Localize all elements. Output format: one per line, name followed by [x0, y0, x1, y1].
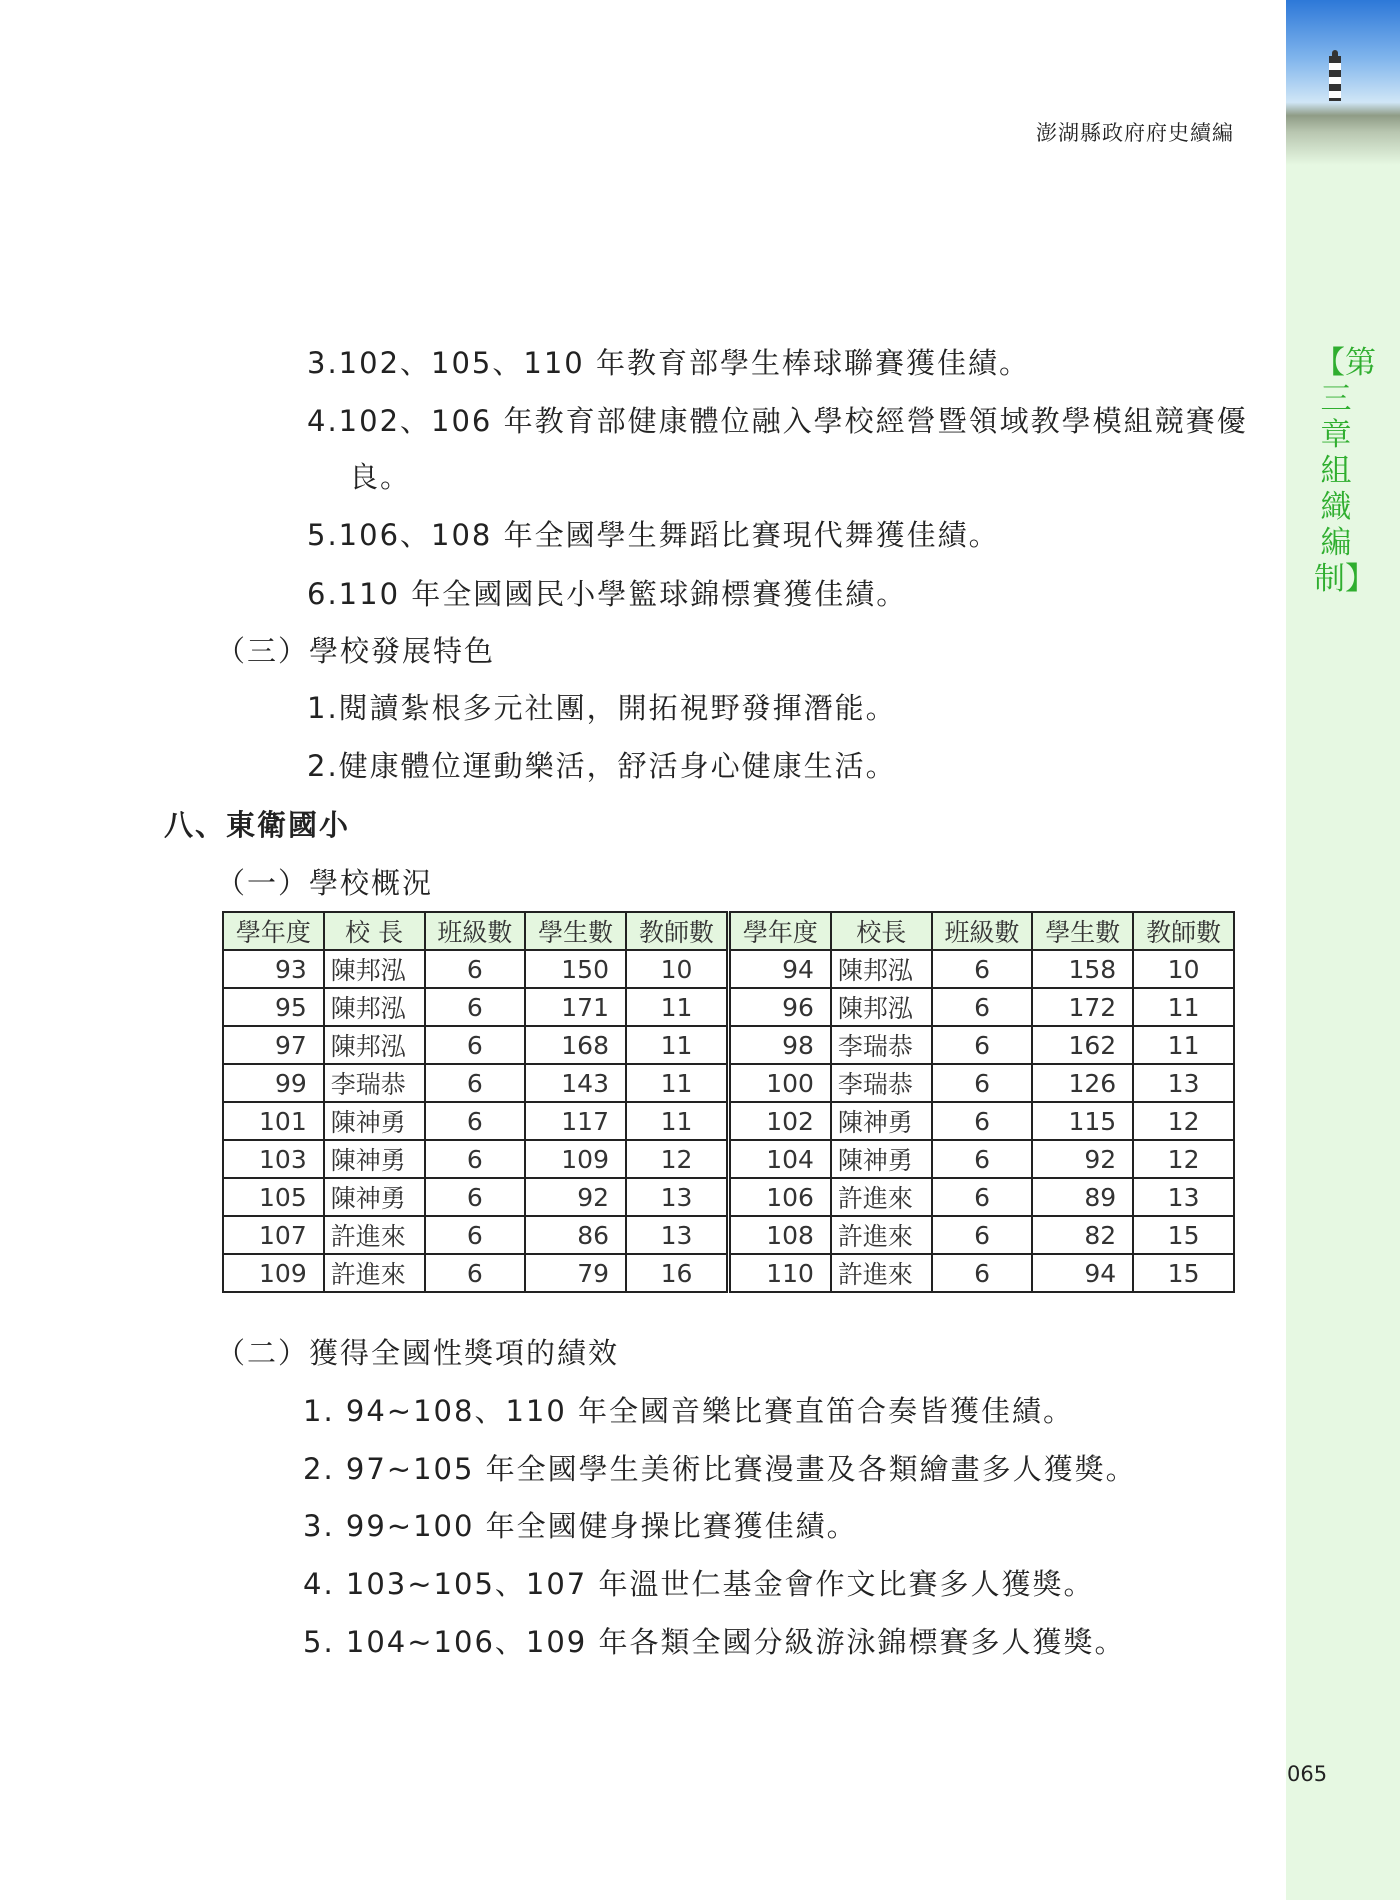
- table-cell: 陳神勇: [831, 1102, 932, 1140]
- table-cell: 86: [525, 1216, 626, 1254]
- table-cell: 13: [626, 1216, 728, 1254]
- table-cell: 105: [223, 1178, 324, 1216]
- table-cell: 6: [425, 1102, 526, 1140]
- table-cell: 陳邦泓: [831, 988, 932, 1026]
- page-number: 065: [1287, 1762, 1328, 1786]
- table-cell: 12: [1133, 1102, 1234, 1140]
- column-header: 校 長: [324, 912, 425, 950]
- table-cell: 陳神勇: [324, 1178, 425, 1216]
- list-item: 3.102、105、110 年教育部學生棒球聯賽獲佳績。: [307, 346, 1030, 380]
- table-cell: 109: [525, 1140, 626, 1178]
- award-item: 1. 94~108、110 年全國音樂比賽直笛合奏皆獲佳績。: [303, 1394, 1075, 1428]
- award-item: 2. 97~105 年全國學生美術比賽漫畫及各類繪畫多人獲獎。: [303, 1452, 1137, 1486]
- table-cell: 李瑞恭: [324, 1064, 425, 1102]
- table-cell: 172: [1032, 988, 1133, 1026]
- table-cell: 6: [425, 950, 526, 988]
- subsection-heading: （三）學校發展特色: [216, 634, 496, 668]
- table-cell: 6: [425, 1254, 526, 1292]
- column-header: 學生數: [525, 912, 626, 950]
- table-header-row: [223, 912, 1234, 950]
- table-cell: 許進來: [324, 1216, 425, 1254]
- chapter-label: 【第三章 組織編制】: [1314, 345, 1376, 597]
- table-cell: 10: [626, 950, 728, 988]
- table-cell: 陳神勇: [831, 1140, 932, 1178]
- table-cell: 109: [223, 1254, 324, 1292]
- table-row: [223, 1102, 1234, 1140]
- lighthouse-photo: [1286, 0, 1400, 165]
- table-cell: 158: [1032, 950, 1133, 988]
- table-row: [223, 1026, 1234, 1064]
- table-cell: 陳神勇: [324, 1140, 425, 1178]
- award-item: 4. 103~105、107 年溫世仁基金會作文比賽多人獲獎。: [303, 1567, 1095, 1601]
- table-cell: 171: [525, 988, 626, 1026]
- table-cell: 162: [1032, 1026, 1133, 1064]
- table-cell: 6: [425, 1178, 526, 1216]
- column-header: 班級數: [425, 912, 526, 950]
- table-cell: 6: [932, 950, 1033, 988]
- table-cell: 6: [425, 1064, 526, 1102]
- table-cell: 106: [728, 1178, 830, 1216]
- table-cell: 16: [626, 1254, 728, 1292]
- table-cell: 103: [223, 1140, 324, 1178]
- table-cell: 11: [1133, 1026, 1234, 1064]
- table-cell: 15: [1133, 1216, 1234, 1254]
- table-cell: 6: [932, 1140, 1033, 1178]
- table-cell: 99: [223, 1064, 324, 1102]
- table-cell: 168: [525, 1026, 626, 1064]
- table-cell: 6: [932, 1102, 1033, 1140]
- table-cell: 96: [728, 988, 830, 1026]
- table-row: [223, 1064, 1234, 1102]
- table-cell: 陳神勇: [324, 1102, 425, 1140]
- list-item-continuation: 良。: [349, 460, 412, 494]
- table-row: [223, 988, 1234, 1026]
- table-cell: 陳邦泓: [324, 988, 425, 1026]
- table-cell: 10: [1133, 950, 1234, 988]
- table-body: [223, 950, 1234, 1292]
- column-header: 教師數: [1133, 912, 1234, 950]
- table-cell: 6: [932, 1254, 1033, 1292]
- table-cell: 6: [932, 988, 1033, 1026]
- award-item: 5. 104~106、109 年各類全國分級游泳錦標賽多人獲獎。: [303, 1625, 1126, 1659]
- school-overview-table: [222, 911, 1235, 1293]
- column-header: 學年度: [728, 912, 830, 950]
- table-cell: 陳邦泓: [324, 1026, 425, 1064]
- table-cell: 6: [425, 1026, 526, 1064]
- table-cell: 許進來: [831, 1216, 932, 1254]
- table-cell: 89: [1032, 1178, 1133, 1216]
- table-cell: 108: [728, 1216, 830, 1254]
- table-cell: 許進來: [831, 1178, 932, 1216]
- column-header: 校長: [831, 912, 932, 950]
- table-cell: 117: [525, 1102, 626, 1140]
- section-heading: 八、東衛國小: [164, 808, 351, 842]
- table-cell: 150: [525, 950, 626, 988]
- list-item: 5.106、108 年全國學生舞蹈比賽現代舞獲佳績。: [307, 518, 1000, 552]
- table-cell: 92: [1032, 1140, 1133, 1178]
- table-cell: 11: [626, 1064, 728, 1102]
- list-item: 1.閱讀紮根多元社團，開拓視野發揮潛能。: [307, 691, 897, 725]
- table-cell: 陳邦泓: [831, 950, 932, 988]
- table-cell: 93: [223, 950, 324, 988]
- table-cell: 115: [1032, 1102, 1133, 1140]
- table-cell: 6: [932, 1178, 1033, 1216]
- chapter-sidebar: [1286, 0, 1400, 1900]
- table-cell: 11: [626, 988, 728, 1026]
- table-cell: 126: [1032, 1064, 1133, 1102]
- table-cell: 143: [525, 1064, 626, 1102]
- award-item: 3. 99~100 年全國健身操比賽獲佳績。: [303, 1509, 858, 1543]
- list-item: 2.健康體位運動樂活，舒活身心健康生活。: [307, 749, 897, 783]
- table-cell: 11: [626, 1026, 728, 1064]
- table-cell: 6: [425, 1216, 526, 1254]
- table-row: [223, 1178, 1234, 1216]
- table-row: [223, 950, 1234, 988]
- table-cell: 107: [223, 1216, 324, 1254]
- table-cell: 13: [1133, 1064, 1234, 1102]
- table-cell: 98: [728, 1026, 830, 1064]
- table-cell: 李瑞恭: [831, 1026, 932, 1064]
- table-cell: 12: [626, 1140, 728, 1178]
- table-cell: 110: [728, 1254, 830, 1292]
- list-item: 4.102、106 年教育部健康體位融入學校經營暨領域教學模組競賽優: [307, 404, 1248, 438]
- list-item: 6.110 年全國國民小學籃球錦標賽獲佳績。: [307, 577, 908, 611]
- column-header: 教師數: [626, 912, 728, 950]
- table-cell: 許進來: [324, 1254, 425, 1292]
- table-cell: 陳邦泓: [324, 950, 425, 988]
- table-cell: 6: [425, 1140, 526, 1178]
- table-cell: 11: [1133, 988, 1234, 1026]
- table-cell: 6: [932, 1216, 1033, 1254]
- column-header: 班級數: [932, 912, 1033, 950]
- table-cell: 104: [728, 1140, 830, 1178]
- table-cell: 94: [728, 950, 830, 988]
- table-cell: 97: [223, 1026, 324, 1064]
- table-cell: 6: [425, 988, 526, 1026]
- table-cell: 102: [728, 1102, 830, 1140]
- table-cell: 6: [932, 1026, 1033, 1064]
- column-header: 學生數: [1032, 912, 1133, 950]
- table-row: [223, 1216, 1234, 1254]
- table-cell: 12: [1133, 1140, 1234, 1178]
- table-cell: 95: [223, 988, 324, 1026]
- table-cell: 13: [626, 1178, 728, 1216]
- column-header: 學年度: [223, 912, 324, 950]
- table-cell: 李瑞恭: [831, 1064, 932, 1102]
- lighthouse-icon: [1329, 56, 1341, 101]
- table-cell: 6: [932, 1064, 1033, 1102]
- subsection-heading: （一）學校概況: [216, 866, 434, 900]
- table-cell: 82: [1032, 1216, 1133, 1254]
- table-cell: 許進來: [831, 1254, 932, 1292]
- table-row: [223, 1254, 1234, 1292]
- subsection-heading: （二）獲得全國性獎項的績效: [216, 1336, 620, 1370]
- table-cell: 100: [728, 1064, 830, 1102]
- table-cell: 101: [223, 1102, 324, 1140]
- table-cell: 92: [525, 1178, 626, 1216]
- table-cell: 79: [525, 1254, 626, 1292]
- table-row: [223, 1140, 1234, 1178]
- table-cell: 11: [626, 1102, 728, 1140]
- table-cell: 13: [1133, 1178, 1234, 1216]
- table-cell: 15: [1133, 1254, 1234, 1292]
- running-header: 澎湖縣政府府史續編: [1036, 121, 1234, 145]
- table-cell: 94: [1032, 1254, 1133, 1292]
